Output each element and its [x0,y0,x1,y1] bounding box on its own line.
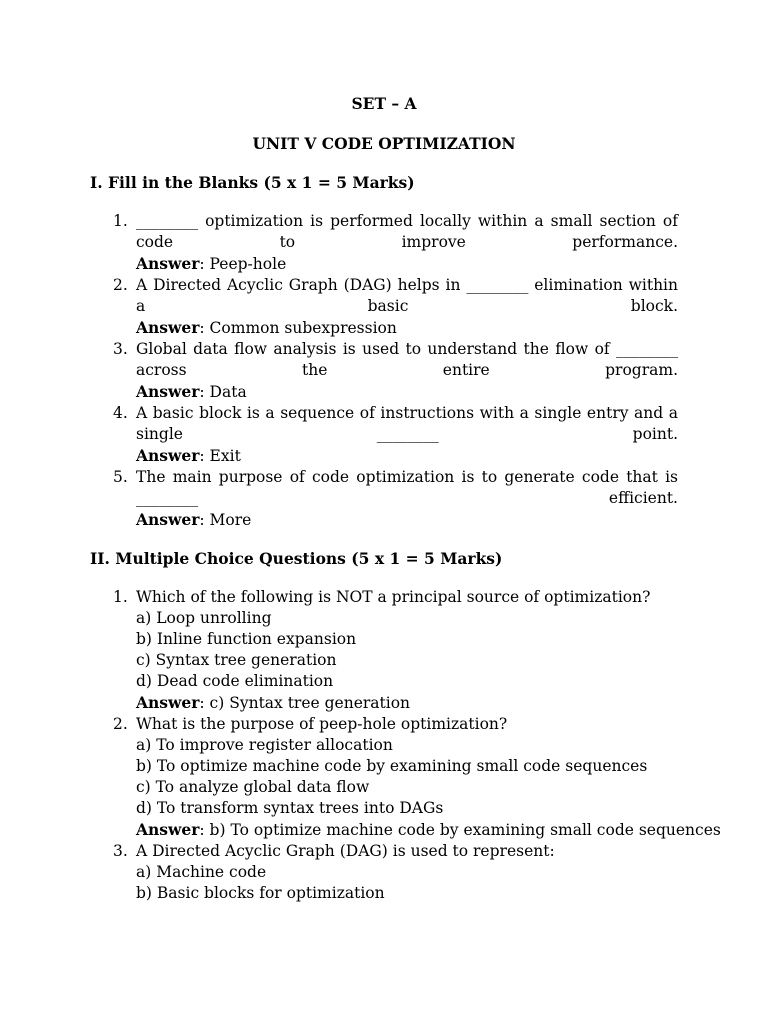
option-d: d) Dead code elimination [136,672,334,690]
list-item [0,714,736,841]
list-item [0,403,678,467]
answer-text: : Common subexpression [199,319,397,337]
question-text: Global data flow analysis is used to understand the flow of ________ across the entire program. [136,340,678,379]
answer-label: Answer [136,382,200,401]
answer-text: : Exit [199,447,241,465]
option-a: a) To improve register allocation [136,736,393,754]
fill-blanks-list [0,211,678,531]
question-text: A Directed Acyclic Graph (DAG) helps in ________ elimination within a basic block. [136,276,678,315]
list-item [0,339,678,403]
option-a: a) Machine code [136,863,267,881]
option-b: b) Basic blocks for optimization [136,884,385,902]
set-title: SET – A [351,94,417,113]
question-text: A Directed Acyclic Graph (DAG) is used to represent: [136,842,555,860]
answer-label: Answer [136,820,200,839]
question-text: The main purpose of code optimization is to generate code that is ________ efficient. [136,468,678,507]
answer-label: Answer [136,693,200,712]
answer-text: : Peep-hole [199,255,287,273]
question-text: What is the purpose of peep-hole optimization? [136,715,508,733]
answer-line [136,317,678,339]
question-text: Which of the following is NOT a principal source of optimization? [136,588,651,606]
mcq-list [0,587,736,904]
option-a: a) Loop unrolling [136,609,272,627]
option-c: c) Syntax tree generation [136,651,337,669]
option-b: b) To optimize machine code by examining small code sequences [136,757,648,775]
list-item [0,211,678,275]
answer-text: : Data [199,383,247,401]
question-number: 5. [113,468,128,486]
answer-label: Answer [136,254,200,273]
question-number: 3. [113,842,128,860]
question-text: ________ optimization is performed locally within a small section of code to improve performance. [136,212,678,251]
answer-label: Answer [136,510,200,529]
question-number: 3. [113,340,128,358]
option-c: c) To analyze global data flow [136,778,370,796]
list-item [0,467,678,531]
section-heading-fill-blanks: I. Fill in the Blanks (5 x 1 = 5 Marks) [90,173,415,192]
list-item [0,587,736,714]
answer-text: : b) To optimize machine code by examining small code sequences [199,821,721,839]
question-text: A basic block is a sequence of instructions with a single entry and a single ________ point. [136,404,678,443]
list-item [0,841,736,904]
section-heading-mcq: II. Multiple Choice Questions (5 x 1 = 5 Marks) [90,549,503,568]
list-item [0,275,678,339]
question-number: 4. [113,404,128,422]
answer-label: Answer [136,318,200,337]
answer-label: Answer [136,446,200,465]
option-b: b) Inline function expansion [136,630,357,648]
answer-line [136,445,678,467]
option-d: d) To transform syntax trees into DAGs [136,799,444,817]
answer-text: : c) Syntax tree generation [199,694,411,712]
answer-line [136,819,736,841]
question-number: 1. [113,212,128,230]
answer-line [136,509,678,531]
answer-line [136,253,678,275]
answer-line [136,692,736,714]
question-number: 2. [113,715,128,733]
answer-text: : More [199,511,252,529]
question-number: 2. [113,276,128,294]
unit-title: UNIT V CODE OPTIMIZATION [252,134,516,153]
question-number: 1. [113,588,128,606]
answer-line [136,381,678,403]
